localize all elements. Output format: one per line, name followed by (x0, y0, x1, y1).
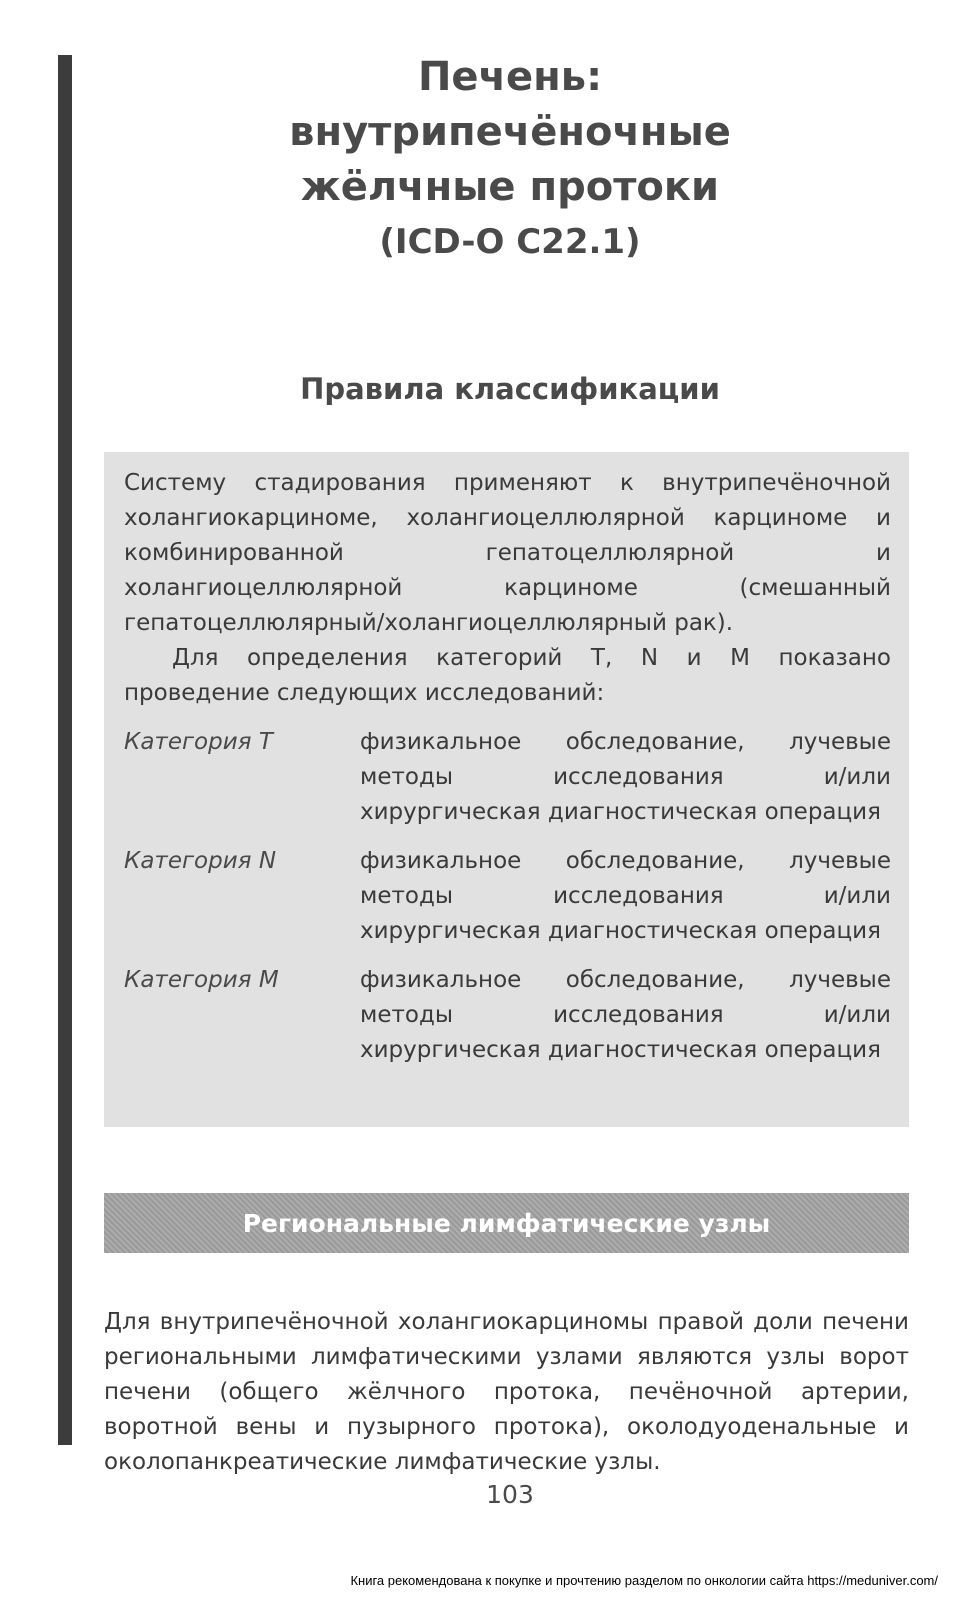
section-subtitle: Правила классификации (300, 372, 720, 406)
page-title (150, 50, 870, 270)
category-description: физикальное обследование, лучевые методы исследования и/или хирургическая диагностическая операция (360, 848, 891, 944)
rules-paragraph-2: Для определения категорий T, N и M показано проведение следующих исследований: (124, 645, 891, 706)
category-row-n (124, 844, 891, 949)
icd-code: (ICD-O C22.1) (379, 222, 641, 262)
footer-note: Книга рекомендована к покупке и прочтению разделом по онкологии сайта https://meduniver.com/ (350, 1573, 938, 1588)
rules-box (104, 452, 909, 1127)
title-line-2: внутрипечёночные (289, 109, 731, 155)
section-heading: Региональные лимфатические узлы (242, 1208, 771, 1238)
category-row-t (124, 725, 891, 830)
category-description: физикальное обследование, лучевые методы исследования и/или хирургическая диагностическая операция (360, 967, 891, 1063)
lymph-nodes-paragraph: Для внутрипечёночной холангиокарциномы правой доли печени региональными лимфатическими узлами являются узлы ворот печени (общего жёлчного протока, печёночной артерии, воротной вены и пузырного протока), околодуоденальные и околопанкреатические лимфатические узлы. (104, 1309, 909, 1475)
category-name: Категория M (124, 967, 279, 993)
page-number: 103 (486, 1480, 534, 1509)
category-row-m (124, 963, 891, 1068)
category-name: Категория T (124, 729, 273, 755)
rules-box-body (124, 466, 891, 1068)
title-line-1: Печень: (417, 54, 603, 100)
rules-paragraph-1: Систему стадирования применяют к внутрипечёночной холангиокарциноме, холангиоцеллюлярной карциноме и комбинированной гепатоцеллюлярной и холангиоцеллюлярной карциноме (смешанный гепатоцеллюлярный/холангиоцеллюлярный рак). (124, 470, 891, 636)
margin-bar (58, 55, 72, 1445)
category-name: Категория N (124, 848, 277, 874)
category-description: физикальное обследование, лучевые методы исследования и/или хирургическая диагностическая операция (360, 729, 891, 825)
section-heading-band (104, 1193, 909, 1253)
title-line-3: жёлчные протоки (300, 164, 720, 210)
